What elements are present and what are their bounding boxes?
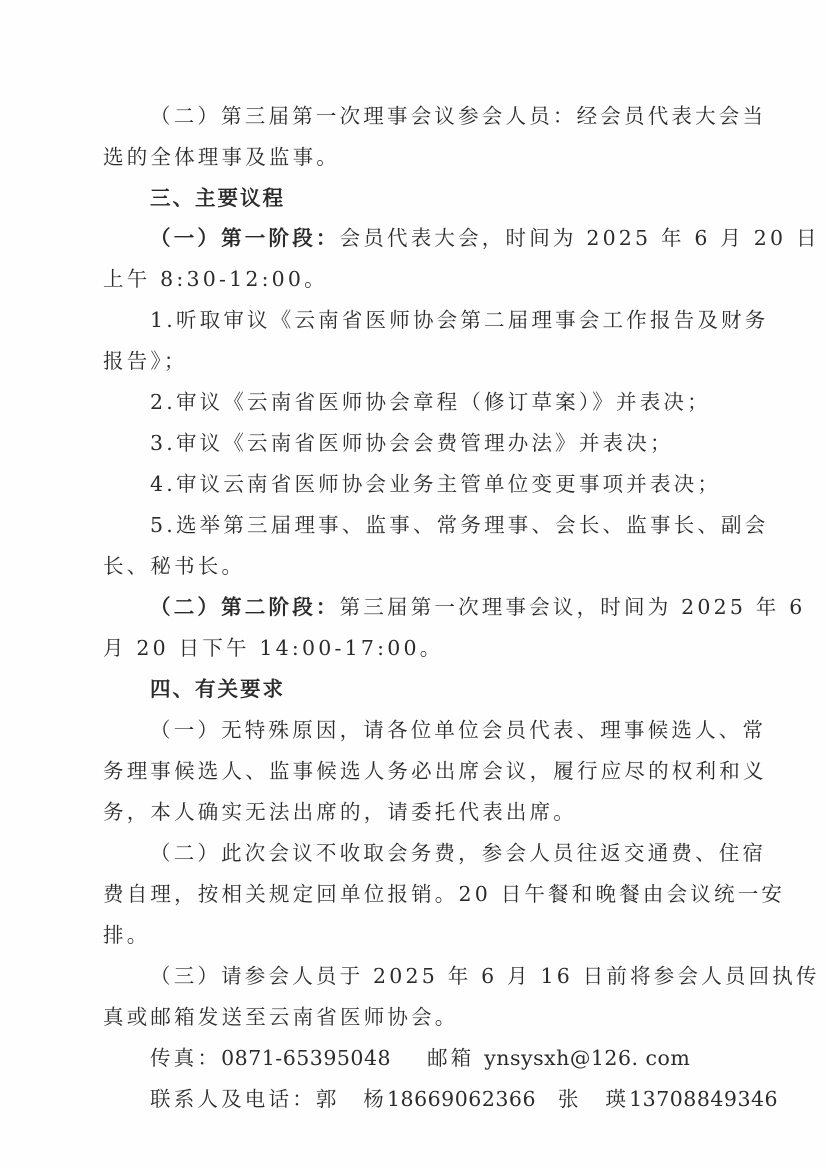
agenda-item-1-line-1: 1.听取审议《云南省医师协会第二届理事会工作报告及财务 <box>150 308 769 332</box>
contact-person-1-name: 郭 杨 <box>315 1087 388 1111</box>
email-address[interactable]: ynsysxh@126. com <box>484 1046 691 1070</box>
requirement-1-line-1: （一）无特殊原因，请各位单位会员代表、理事候选人、常 <box>150 718 767 742</box>
requirement-3-line-2: 真或邮箱发送至云南省医师协会。 <box>103 1005 459 1029</box>
stage2-label: （二）第二阶段： <box>150 595 340 619</box>
stage2-line-1 <box>150 592 806 622</box>
participants-line-2: 选的全体理事及监事。 <box>103 145 340 169</box>
email-label: 邮箱 <box>427 1046 475 1070</box>
stage1-text: 会员代表大会，时间为 2025 年 6 月 20 日 <box>339 226 820 250</box>
stage1-label: （一）第一阶段： <box>150 226 340 250</box>
agenda-item-5-line-1: 5.选举第三届理事、监事、常务理事、会长、监事长、副会 <box>150 513 769 537</box>
stage1-line-2: 上午 8:30-12:00。 <box>103 267 328 291</box>
contact-person-2-name: 张 瑛 <box>558 1087 630 1111</box>
stage2-line-2: 月 20 日下午 14:00-17:00。 <box>103 636 444 660</box>
fax-label: 传真： <box>150 1046 222 1070</box>
requirement-1-line-2: 务理事候选人、监事候选人务必出席会议，履行应尽的权利和义 <box>103 759 767 783</box>
stage1-line-1 <box>150 223 820 253</box>
stage2-text: 第三届第一次理事会议，时间为 2025 年 6 <box>339 595 806 619</box>
agenda-item-3: 3.审议《云南省医师协会会费管理办法》并表决； <box>150 431 674 455</box>
agenda-item-5-line-2: 长、秘书长。 <box>103 554 246 578</box>
requirement-1-line-3: 务，本人确实无法出席的，请委托代表出席。 <box>103 800 577 824</box>
requirement-2-line-1: （二）此次会议不收取会务费，参会人员往返交通费、住宿 <box>150 841 767 865</box>
agenda-item-2: 2.审议《云南省医师协会章程（修订草案）》并表决； <box>150 390 711 414</box>
requirement-3-line-1: （三）请参会人员于 2025 年 6 月 16 日前将参会人员回执传 <box>150 964 820 988</box>
contact-persons-line <box>150 1084 779 1114</box>
section-heading-agenda: 三、主要议程 <box>150 186 285 210</box>
agenda-item-1-line-2: 报告》； <box>103 349 188 373</box>
section-heading-requirements: 四、有关要求 <box>150 677 285 701</box>
contacts-label: 联系人及电话： <box>150 1087 316 1111</box>
fax-number: 0871-65395048 <box>221 1046 392 1070</box>
contact-person-1-phone: 18669062366 <box>387 1087 536 1111</box>
agenda-item-4: 4.审议云南省医师协会业务主管单位变更事项并表决； <box>150 472 722 496</box>
contact-person-2-phone: 13708849346 <box>629 1087 779 1111</box>
contact-fax-email-line <box>150 1043 727 1073</box>
participants-line-1: （二）第三届第一次理事会议参会人员：经会员代表大会当 <box>150 104 767 128</box>
requirement-2-line-2: 费自理，按相关规定回单位报销。20 日午餐和晚餐由会议统一安 <box>103 882 786 906</box>
requirement-2-line-3: 排。 <box>103 923 151 947</box>
